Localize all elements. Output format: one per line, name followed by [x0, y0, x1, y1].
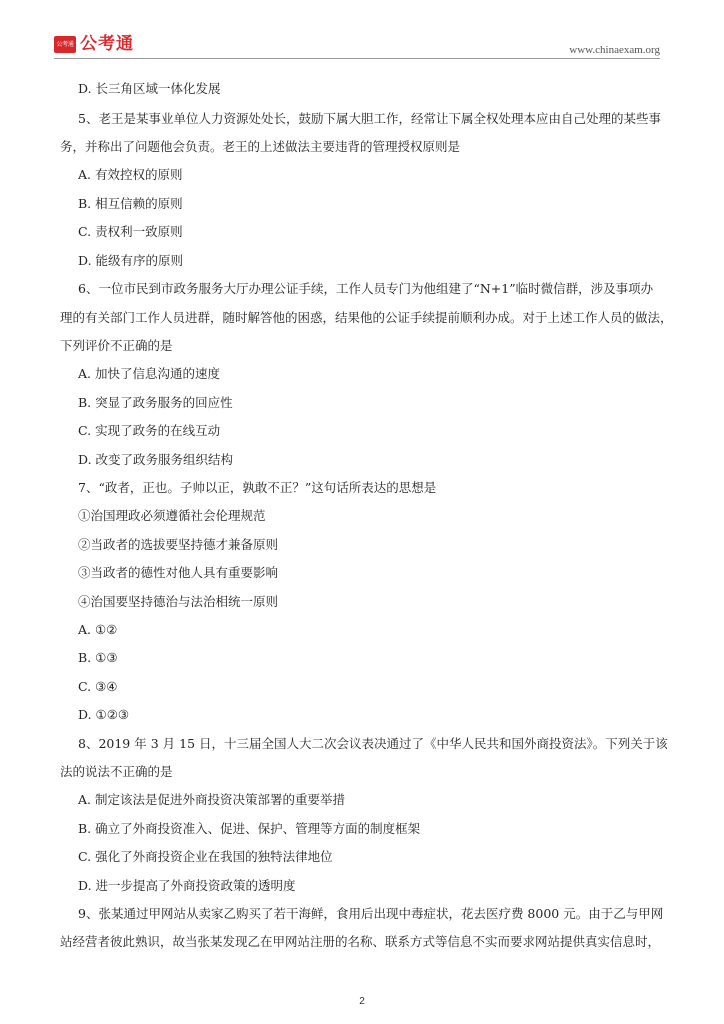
answer-option-line: C. 强化了外商投资企业在我国的独特法律地位 — [78, 849, 333, 864]
question-continuation-line: 站经营者彼此熟识，故当张某发现乙在甲网站注册的名称、联系方式等信息不实而要求网站提供真实信息时， — [60, 934, 661, 949]
answer-option-line: A. ①② — [78, 622, 118, 637]
question-line: 7、“政者，正也。子帅以正，孰敢不正？”这句话所表达的思想是 — [78, 480, 437, 495]
answer-option-line: D. ①②③ — [78, 707, 130, 722]
answer-option-line: ④治国要坚持德治与法治相统一原则 — [78, 594, 279, 609]
page-header — [0, 0, 724, 60]
question-continuation-line: 下列评价不正确的是 — [60, 338, 173, 353]
answer-option-line: D. 进一步提高了外商投资政策的透明度 — [78, 878, 296, 893]
answer-option-line: C. 责权利一致原则 — [78, 224, 183, 239]
answer-option-line: C. ③④ — [78, 679, 118, 694]
answer-option-line: ③当政者的德性对他人具有重要影响 — [78, 565, 279, 580]
question-line: 6、一位市民到市政务服务大厅办理公证手续，工作人员专门为他组建了“N+1”临时微信群，涉及事项办 — [78, 281, 654, 296]
question-line: 8、2019 年 3 月 15 日，十三届全国人大二次会议表决通过了《中华人民共和国外商投资法》。下列关于该 — [78, 736, 668, 751]
brand-logo — [54, 33, 134, 55]
answer-option-line: ①治国理政必须遵循社会伦理规范 — [78, 508, 266, 523]
answer-option-line: B. 相互信赖的原则 — [78, 196, 183, 211]
logo-badge: 公考通 — [54, 36, 76, 53]
question-continuation-line: 务，并称出了问题他会负责。老王的上述做法主要违背的管理授权原则是 — [60, 139, 461, 154]
answer-option-line: A. 有效控权的原则 — [78, 167, 183, 182]
site-url: www.chinaexam.org — [569, 44, 660, 56]
question-line: 9、张某通过甲网站从卖家乙购买了若干海鲜，食用后出现中毒症状，花去医疗费 8000 元。由于乙与甲网 — [78, 906, 664, 921]
answer-option-line: D. 长三角区域一体化发展 — [78, 81, 221, 96]
answer-option-line: ②当政者的选拔要坚持德才兼备原则 — [78, 537, 279, 552]
answer-option-line: B. 突显了政务服务的回应性 — [78, 395, 233, 410]
answer-option-line: A. 加快了信息沟通的速度 — [78, 366, 220, 381]
question-line: 5、老王是某事业单位人力资源处处长，鼓励下属大胆工作，经常让下属全权处理本应由自己处理的某些事 — [78, 111, 661, 126]
page-number: 2 — [359, 996, 365, 1007]
answer-option-line: B. 确立了外商投资准入、促进、保护、管理等方面的制度框架 — [78, 821, 421, 836]
header-divider — [54, 58, 660, 59]
answer-option-line: C. 实现了政务的在线互动 — [78, 423, 221, 438]
logo-text: 公考通 — [80, 34, 134, 54]
answer-option-line: D. 能级有序的原则 — [78, 253, 184, 268]
question-continuation-line: 理的有关部门工作人员进群，随时解答他的困惑，结果他的公证手续提前顺利办成。对于上述工作人员的做法， — [60, 310, 673, 325]
answer-option-line: B. ①③ — [78, 650, 118, 665]
question-continuation-line: 法的说法不正确的是 — [60, 764, 173, 779]
answer-option-line: A. 制定该法是促进外商投资决策部署的重要举措 — [78, 792, 345, 807]
answer-option-line: D. 改变了政务服务组织结构 — [78, 452, 234, 467]
